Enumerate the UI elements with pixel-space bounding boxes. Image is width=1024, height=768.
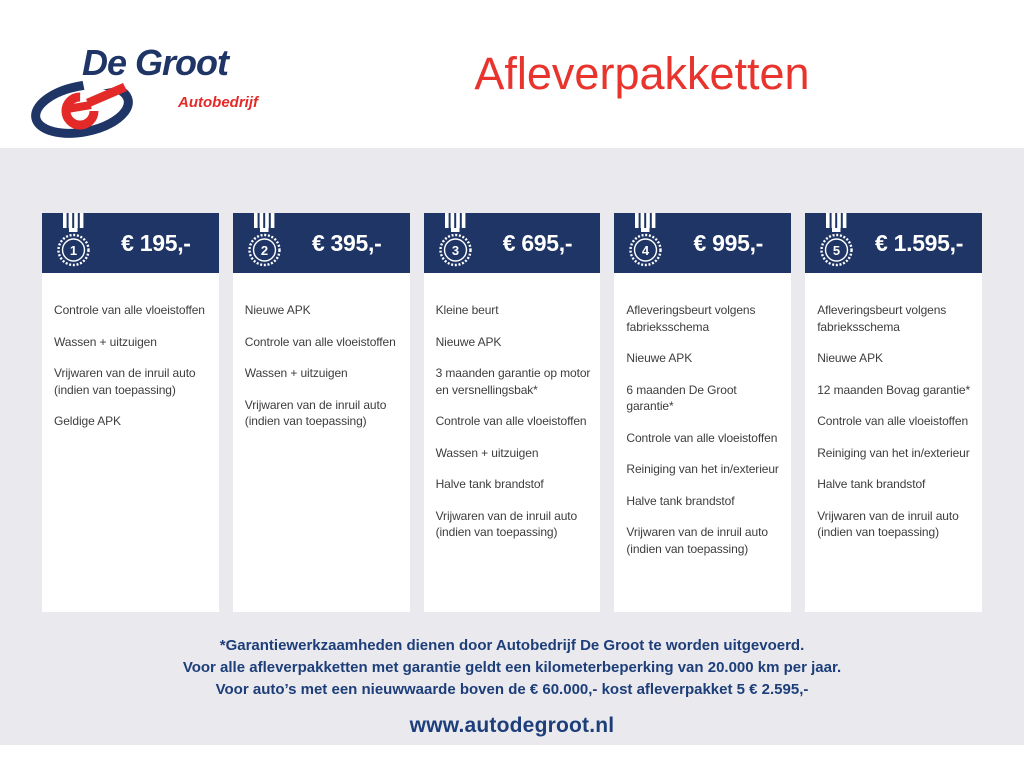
package-feature: Controle van alle vloeistoffen: [435, 414, 587, 428]
package-feature: Controle van alle vloeistoffen: [626, 430, 778, 445]
svg-text:5: 5: [833, 243, 841, 258]
package-price: € 995,-: [693, 229, 764, 256]
svg-text:1: 1: [69, 243, 78, 258]
package-card-header: [424, 213, 601, 273]
package-feature: 3 maanden garantie op motor en versnellingsbak*: [435, 366, 591, 397]
package-card-2: [233, 213, 410, 612]
package-card-1: [42, 213, 219, 612]
package-card-5: [805, 213, 982, 612]
medal-ribbon-icon: [623, 213, 669, 271]
package-feature: Halve tank brandstof: [626, 493, 735, 508]
logo-company-subtitle: Autobedrijf: [178, 94, 258, 111]
svg-text:3: 3: [451, 243, 459, 258]
package-feature: Wassen + uitzuigen: [244, 366, 348, 380]
package-feature-list: [424, 273, 601, 566]
package-feature: Kleine beurt: [435, 303, 499, 317]
package-feature-list: [233, 273, 410, 455]
package-feature: Vrijwaren van de inruil auto (indien van toepassing): [817, 508, 959, 539]
package-card-header: [614, 213, 791, 273]
package-feature: Wassen + uitzuigen: [54, 334, 157, 349]
package-feature-list: [614, 273, 791, 582]
page-title: Afleverpakketten: [474, 48, 810, 99]
footnotes: [0, 635, 1024, 701]
package-feature: Wassen + uitzuigen: [435, 445, 539, 460]
package-card-4: [614, 213, 791, 612]
svg-text:4: 4: [642, 243, 650, 258]
package-feature: Nieuwe APK: [435, 334, 502, 349]
package-feature: Halve tank brandstof: [817, 477, 926, 491]
footnote-line: *Garantiewerkzaamheden dienen door Autobedrijf De Groot te worden uitgevoerd.: [219, 637, 805, 654]
package-feature: Nieuwe APK: [817, 351, 883, 365]
package-feature-list: [805, 273, 982, 566]
website-url[interactable]: www.autodegroot.nl: [409, 714, 615, 737]
package-feature: Controle van alle vloeistoffen: [244, 334, 396, 349]
package-card-header: [233, 213, 410, 273]
package-feature: Reiniging van het in/exterieur: [817, 445, 970, 460]
bottom-spacer: [0, 745, 1024, 768]
package-feature: Nieuwe APK: [626, 351, 693, 365]
package-feature: Vrijwaren van de inruil auto (indien van toepassing): [626, 525, 768, 556]
package-feature: 12 maanden Bovag garantie*: [817, 382, 971, 397]
package-feature: Vrijwaren van de inruil auto (indien van toepassing): [435, 508, 578, 539]
package-feature: Controle van alle vloeistoffen: [54, 303, 205, 317]
svg-text:2: 2: [260, 243, 268, 258]
package-feature: Vrijwaren van de inruil auto (indien van toepassing): [244, 397, 387, 428]
package-card-header: [805, 213, 982, 273]
package-price: € 1.595,-: [875, 229, 964, 256]
package-feature: Afleveringsbeurt volgens fabrieksschema: [817, 303, 947, 334]
company-logo: [30, 42, 260, 152]
package-price: € 395,-: [311, 229, 382, 256]
package-feature: Geldige APK: [54, 414, 121, 428]
package-feature: Reiniging van het in/exterieur: [626, 462, 779, 476]
package-card-3: [424, 213, 601, 612]
footnote-line: Voor alle afleverpakketten met garantie geldt een kilometerbeperking van 20.000 km per jaar.: [182, 659, 842, 676]
package-feature: Afleveringsbeurt volgens fabrieksschema: [626, 303, 756, 334]
package-feature-list: [42, 273, 219, 455]
package-feature: Nieuwe APK: [244, 303, 311, 317]
logo-company-name: De Groot: [82, 42, 229, 83]
page-header: [0, 0, 1024, 148]
medal-ribbon-icon: [433, 213, 479, 271]
footnote-line: Voor auto’s met een nieuwwaarde boven de € 60.000,- kost afleverpakket 5 € 2.595,-: [215, 681, 809, 698]
medal-ribbon-icon: [814, 213, 860, 271]
package-feature: Controle van alle vloeistoffen: [817, 414, 969, 428]
package-feature: Vrijwaren van de inruil auto (indien van toepassing): [54, 366, 196, 397]
medal-ribbon-icon: [242, 213, 288, 271]
medal-ribbon-icon: [51, 213, 97, 271]
packages-section: [0, 148, 1024, 745]
package-price: € 695,-: [502, 229, 573, 256]
package-price: € 195,-: [121, 229, 191, 256]
package-feature: Halve tank brandstof: [435, 477, 544, 491]
package-feature: 6 maanden De Groot garantie*: [626, 382, 737, 413]
packages-row: [0, 213, 1024, 612]
package-card-header: [42, 213, 219, 273]
